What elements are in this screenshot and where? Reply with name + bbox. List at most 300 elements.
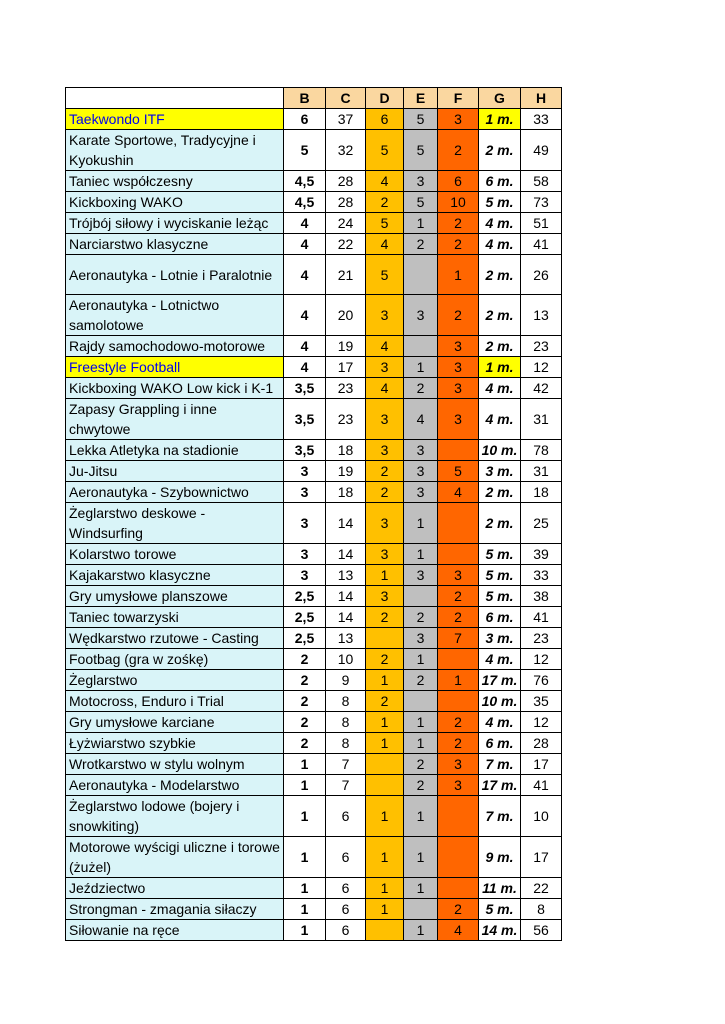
table-row: [66, 234, 562, 255]
cell-d: 3: [366, 440, 404, 461]
cell-g: 6 m.: [479, 171, 521, 192]
cell-f: 2: [438, 234, 479, 255]
table-row: [66, 775, 562, 796]
cell-b: 4: [284, 336, 326, 357]
cell-b: 4,5: [284, 171, 326, 192]
table-row: [66, 192, 562, 213]
cell-f: 1: [438, 670, 479, 691]
cell-e: 1: [404, 544, 438, 565]
cell-e: [404, 586, 438, 607]
cell-h: 23: [521, 628, 562, 649]
cell-g: 4 m.: [479, 378, 521, 399]
cell-h: 41: [521, 234, 562, 255]
cell-f: 2: [438, 586, 479, 607]
cell-h: 73: [521, 192, 562, 213]
cell-name: Jeździectwo: [66, 878, 284, 899]
header-cell-f: F: [438, 88, 479, 109]
cell-e: 1: [404, 503, 438, 544]
table-row: [66, 712, 562, 733]
cell-b: 4,5: [284, 192, 326, 213]
cell-f: 2: [438, 712, 479, 733]
cell-f: 5: [438, 461, 479, 482]
table-row: [66, 213, 562, 234]
table-row: [66, 255, 562, 295]
cell-b: 3: [284, 503, 326, 544]
cell-d: 2: [366, 461, 404, 482]
cell-c: 19: [326, 461, 366, 482]
header-cell-c: C: [326, 88, 366, 109]
cell-h: 12: [521, 712, 562, 733]
cell-h: 17: [521, 754, 562, 775]
cell-g: 5 m.: [479, 565, 521, 586]
cell-f: 2: [438, 733, 479, 754]
cell-b: 2: [284, 712, 326, 733]
cell-d: 2: [366, 607, 404, 628]
header-cell-b: B: [284, 88, 326, 109]
cell-b: 2: [284, 649, 326, 670]
cell-d: 1: [366, 878, 404, 899]
cell-c: 6: [326, 796, 366, 837]
cell-name: Żeglarstwo: [66, 670, 284, 691]
ranking-table: [65, 87, 562, 941]
cell-b: 1: [284, 837, 326, 878]
table-row: [66, 899, 562, 920]
cell-c: 14: [326, 503, 366, 544]
cell-c: 24: [326, 213, 366, 234]
cell-name: Ju-Jitsu: [66, 461, 284, 482]
cell-f: 2: [438, 607, 479, 628]
cell-h: 18: [521, 482, 562, 503]
cell-name: Żeglarstwo lodowe (bojery i snowkiting): [66, 796, 284, 837]
cell-d: 1: [366, 837, 404, 878]
table-body: [66, 88, 562, 941]
cell-name: Kickboxing WAKO Low kick i K-1: [66, 378, 284, 399]
cell-g: 10 m.: [479, 440, 521, 461]
cell-g: 14 m.: [479, 920, 521, 941]
cell-b: 1: [284, 796, 326, 837]
cell-name: Narciarstwo klasyczne: [66, 234, 284, 255]
cell-d: [366, 754, 404, 775]
cell-g: 7 m.: [479, 796, 521, 837]
table-row: [66, 754, 562, 775]
cell-h: 35: [521, 691, 562, 712]
cell-f: 4: [438, 482, 479, 503]
cell-b: 4: [284, 295, 326, 336]
cell-e: 1: [404, 878, 438, 899]
table-row: [66, 586, 562, 607]
cell-f: 2: [438, 899, 479, 920]
cell-f: 3: [438, 336, 479, 357]
cell-c: 37: [326, 109, 366, 130]
cell-e: [404, 691, 438, 712]
cell-name: Wrotkarstwo w stylu wolnym: [66, 754, 284, 775]
cell-f: 3: [438, 775, 479, 796]
cell-name: Aeronautyka - Modelarstwo: [66, 775, 284, 796]
cell-g: 11 m.: [479, 878, 521, 899]
cell-name: Motocross, Enduro i Trial: [66, 691, 284, 712]
cell-h: 12: [521, 357, 562, 378]
cell-h: 41: [521, 775, 562, 796]
cell-f: [438, 440, 479, 461]
cell-c: 18: [326, 440, 366, 461]
cell-name: Żeglarstwo deskowe - Windsurfing: [66, 503, 284, 544]
cell-c: 28: [326, 192, 366, 213]
cell-g: 2 m.: [479, 255, 521, 295]
cell-e: 1: [404, 357, 438, 378]
cell-h: 10: [521, 796, 562, 837]
cell-e: 2: [404, 607, 438, 628]
cell-h: 22: [521, 878, 562, 899]
cell-c: 6: [326, 899, 366, 920]
cell-f: 7: [438, 628, 479, 649]
cell-e: 5: [404, 130, 438, 171]
cell-f: [438, 691, 479, 712]
cell-c: 8: [326, 712, 366, 733]
cell-h: 8: [521, 899, 562, 920]
cell-name: Siłowanie na ręce: [66, 920, 284, 941]
cell-g: 10 m.: [479, 691, 521, 712]
cell-c: 20: [326, 295, 366, 336]
cell-name: Kickboxing WAKO: [66, 192, 284, 213]
cell-e: 2: [404, 670, 438, 691]
cell-g: 6 m.: [479, 733, 521, 754]
cell-f: [438, 503, 479, 544]
cell-d: 5: [366, 130, 404, 171]
cell-g: 5 m.: [479, 544, 521, 565]
cell-e: 3: [404, 628, 438, 649]
cell-h: 23: [521, 336, 562, 357]
cell-g: 2 m.: [479, 336, 521, 357]
table-row: [66, 607, 562, 628]
cell-g: 2 m.: [479, 503, 521, 544]
cell-g: 4 m.: [479, 649, 521, 670]
cell-h: 28: [521, 733, 562, 754]
cell-g: 4 m.: [479, 712, 521, 733]
cell-g: 5 m.: [479, 586, 521, 607]
header-cell-g: G: [479, 88, 521, 109]
cell-e: 3: [404, 171, 438, 192]
cell-e: 2: [404, 775, 438, 796]
cell-name: Gry umysłowe planszowe: [66, 586, 284, 607]
cell-c: 6: [326, 920, 366, 941]
cell-c: 8: [326, 733, 366, 754]
cell-f: 3: [438, 399, 479, 440]
cell-f: [438, 649, 479, 670]
cell-d: 3: [366, 586, 404, 607]
table-row: [66, 649, 562, 670]
cell-e: 1: [404, 213, 438, 234]
cell-h: 78: [521, 440, 562, 461]
header-cell-d: D: [366, 88, 404, 109]
table-row: [66, 461, 562, 482]
cell-b: 3: [284, 544, 326, 565]
cell-d: 1: [366, 733, 404, 754]
cell-e: 1: [404, 712, 438, 733]
cell-c: 13: [326, 628, 366, 649]
cell-d: 2: [366, 482, 404, 503]
table-row: [66, 691, 562, 712]
cell-d: 3: [366, 399, 404, 440]
cell-f: 3: [438, 109, 479, 130]
cell-c: 6: [326, 878, 366, 899]
cell-name: Lekka Atletyka na stadionie: [66, 440, 284, 461]
cell-h: 25: [521, 503, 562, 544]
cell-c: 22: [326, 234, 366, 255]
cell-b: 1: [284, 754, 326, 775]
cell-c: 18: [326, 482, 366, 503]
cell-name: Freestyle Football: [66, 357, 284, 378]
cell-h: 26: [521, 255, 562, 295]
cell-name: Zapasy Grappling i inne chwytowe: [66, 399, 284, 440]
cell-f: 10: [438, 192, 479, 213]
cell-b: 3,5: [284, 378, 326, 399]
cell-h: 31: [521, 461, 562, 482]
cell-e: 2: [404, 754, 438, 775]
cell-h: 42: [521, 378, 562, 399]
cell-c: 10: [326, 649, 366, 670]
cell-h: 31: [521, 399, 562, 440]
cell-f: 2: [438, 130, 479, 171]
cell-c: 17: [326, 357, 366, 378]
table-row: [66, 920, 562, 941]
cell-d: 4: [366, 378, 404, 399]
cell-c: 23: [326, 399, 366, 440]
cell-d: 5: [366, 255, 404, 295]
cell-d: [366, 920, 404, 941]
table-row: [66, 503, 562, 544]
header-cell-h: H: [521, 88, 562, 109]
cell-g: 2 m.: [479, 130, 521, 171]
cell-e: 1: [404, 649, 438, 670]
cell-c: 14: [326, 607, 366, 628]
cell-e: 3: [404, 440, 438, 461]
cell-e: 3: [404, 461, 438, 482]
cell-d: 5: [366, 213, 404, 234]
cell-g: 4 m.: [479, 234, 521, 255]
cell-b: 6: [284, 109, 326, 130]
cell-b: 2: [284, 670, 326, 691]
cell-b: 2,5: [284, 607, 326, 628]
cell-f: 3: [438, 357, 479, 378]
cell-g: 2 m.: [479, 295, 521, 336]
cell-e: 4: [404, 399, 438, 440]
cell-b: 3: [284, 461, 326, 482]
cell-f: 2: [438, 213, 479, 234]
cell-name: Trójbój siłowy i wyciskanie leżąc: [66, 213, 284, 234]
cell-d: 4: [366, 234, 404, 255]
cell-e: [404, 336, 438, 357]
cell-g: 17 m.: [479, 775, 521, 796]
cell-h: 41: [521, 607, 562, 628]
cell-name: Aeronautyka - Lotnictwo samolotowe: [66, 295, 284, 336]
cell-e: 3: [404, 482, 438, 503]
cell-e: 3: [404, 565, 438, 586]
cell-b: 4: [284, 213, 326, 234]
cell-e: 5: [404, 192, 438, 213]
header-cell-e: E: [404, 88, 438, 109]
cell-d: 1: [366, 670, 404, 691]
cell-f: 3: [438, 565, 479, 586]
cell-b: 3,5: [284, 440, 326, 461]
cell-name: Kajakarstwo klasyczne: [66, 565, 284, 586]
cell-c: 23: [326, 378, 366, 399]
table-row: [66, 628, 562, 649]
cell-b: 1: [284, 920, 326, 941]
cell-e: 3: [404, 295, 438, 336]
cell-g: 3 m.: [479, 628, 521, 649]
cell-f: 3: [438, 754, 479, 775]
table-row: [66, 565, 562, 586]
cell-f: [438, 544, 479, 565]
cell-e: 2: [404, 378, 438, 399]
cell-name: Aeronautyka - Szybownictwo: [66, 482, 284, 503]
cell-c: 7: [326, 754, 366, 775]
cell-g: 4 m.: [479, 399, 521, 440]
cell-g: 2 m.: [479, 482, 521, 503]
cell-b: 4: [284, 357, 326, 378]
cell-g: 1 m.: [479, 109, 521, 130]
cell-d: 2: [366, 192, 404, 213]
cell-c: 14: [326, 586, 366, 607]
table-row: [66, 733, 562, 754]
cell-c: 6: [326, 837, 366, 878]
cell-b: 3: [284, 565, 326, 586]
table-row: [66, 109, 562, 130]
cell-d: 2: [366, 649, 404, 670]
cell-h: 38: [521, 586, 562, 607]
cell-f: [438, 878, 479, 899]
cell-g: 1 m.: [479, 357, 521, 378]
cell-c: 14: [326, 544, 366, 565]
cell-g: 9 m.: [479, 837, 521, 878]
cell-name: Strongman - zmagania siłaczy: [66, 899, 284, 920]
cell-b: 1: [284, 878, 326, 899]
cell-g: 6 m.: [479, 607, 521, 628]
cell-b: 1: [284, 775, 326, 796]
cell-e: [404, 255, 438, 295]
cell-d: 3: [366, 295, 404, 336]
cell-d: 3: [366, 503, 404, 544]
cell-d: 6: [366, 109, 404, 130]
cell-f: 1: [438, 255, 479, 295]
cell-h: 33: [521, 109, 562, 130]
cell-g: 5 m.: [479, 192, 521, 213]
cell-d: 4: [366, 336, 404, 357]
cell-b: 2: [284, 733, 326, 754]
cell-f: 6: [438, 171, 479, 192]
cell-h: 49: [521, 130, 562, 171]
cell-name: Taekwondo ITF: [66, 109, 284, 130]
cell-b: 2,5: [284, 628, 326, 649]
cell-b: 5: [284, 130, 326, 171]
cell-name: Rajdy samochodowo-motorowe: [66, 336, 284, 357]
cell-d: 4: [366, 171, 404, 192]
cell-b: 4: [284, 234, 326, 255]
cell-name: Karate Sportowe, Tradycyjne i Kyokushin: [66, 130, 284, 171]
cell-e: 1: [404, 733, 438, 754]
cell-e: 1: [404, 837, 438, 878]
cell-name: Taniec towarzyski: [66, 607, 284, 628]
cell-b: 2: [284, 691, 326, 712]
cell-b: 4: [284, 255, 326, 295]
cell-b: 3: [284, 482, 326, 503]
cell-name: Motorowe wyścigi uliczne i torowe (żużel): [66, 837, 284, 878]
cell-c: 21: [326, 255, 366, 295]
cell-d: 3: [366, 357, 404, 378]
cell-b: 1: [284, 899, 326, 920]
cell-name: Gry umysłowe karciane: [66, 712, 284, 733]
cell-e: 1: [404, 920, 438, 941]
cell-d: 3: [366, 544, 404, 565]
cell-c: 9: [326, 670, 366, 691]
header-row: [66, 88, 562, 109]
cell-name: Łyżwiarstwo szybkie: [66, 733, 284, 754]
cell-c: 13: [326, 565, 366, 586]
cell-name: Wędkarstwo rzutowe - Casting: [66, 628, 284, 649]
cell-h: 51: [521, 213, 562, 234]
cell-f: [438, 796, 479, 837]
cell-f: 4: [438, 920, 479, 941]
cell-e: 2: [404, 234, 438, 255]
cell-c: 32: [326, 130, 366, 171]
cell-f: [438, 837, 479, 878]
table-row: [66, 544, 562, 565]
table-row: [66, 295, 562, 336]
cell-name: Footbag (gra w zośkę): [66, 649, 284, 670]
table-row: [66, 670, 562, 691]
table-row: [66, 171, 562, 192]
cell-c: 8: [326, 691, 366, 712]
cell-c: 28: [326, 171, 366, 192]
table-row: [66, 482, 562, 503]
cell-e: 5: [404, 109, 438, 130]
cell-g: 17 m.: [479, 670, 521, 691]
cell-b: 3,5: [284, 399, 326, 440]
cell-d: 1: [366, 899, 404, 920]
cell-c: 7: [326, 775, 366, 796]
table-row: [66, 796, 562, 837]
cell-name: Kolarstwo torowe: [66, 544, 284, 565]
cell-c: 19: [326, 336, 366, 357]
cell-h: 56: [521, 920, 562, 941]
cell-h: 17: [521, 837, 562, 878]
cell-h: 39: [521, 544, 562, 565]
table-row: [66, 336, 562, 357]
table-row: [66, 378, 562, 399]
cell-h: 13: [521, 295, 562, 336]
table-row: [66, 357, 562, 378]
cell-g: 7 m.: [479, 754, 521, 775]
table-row: [66, 440, 562, 461]
table-row: [66, 837, 562, 878]
header-cell-blank: [66, 88, 284, 109]
cell-d: 2: [366, 691, 404, 712]
cell-e: [404, 899, 438, 920]
table-row: [66, 399, 562, 440]
cell-d: 1: [366, 565, 404, 586]
cell-g: 3 m.: [479, 461, 521, 482]
cell-f: 3: [438, 378, 479, 399]
cell-h: 12: [521, 649, 562, 670]
cell-g: 4 m.: [479, 213, 521, 234]
cell-g: 5 m.: [479, 899, 521, 920]
cell-d: 1: [366, 712, 404, 733]
cell-d: [366, 628, 404, 649]
cell-h: 76: [521, 670, 562, 691]
cell-name: Aeronautyka - Lotnie i Paralotnie: [66, 255, 284, 295]
cell-f: 2: [438, 295, 479, 336]
cell-e: 1: [404, 796, 438, 837]
